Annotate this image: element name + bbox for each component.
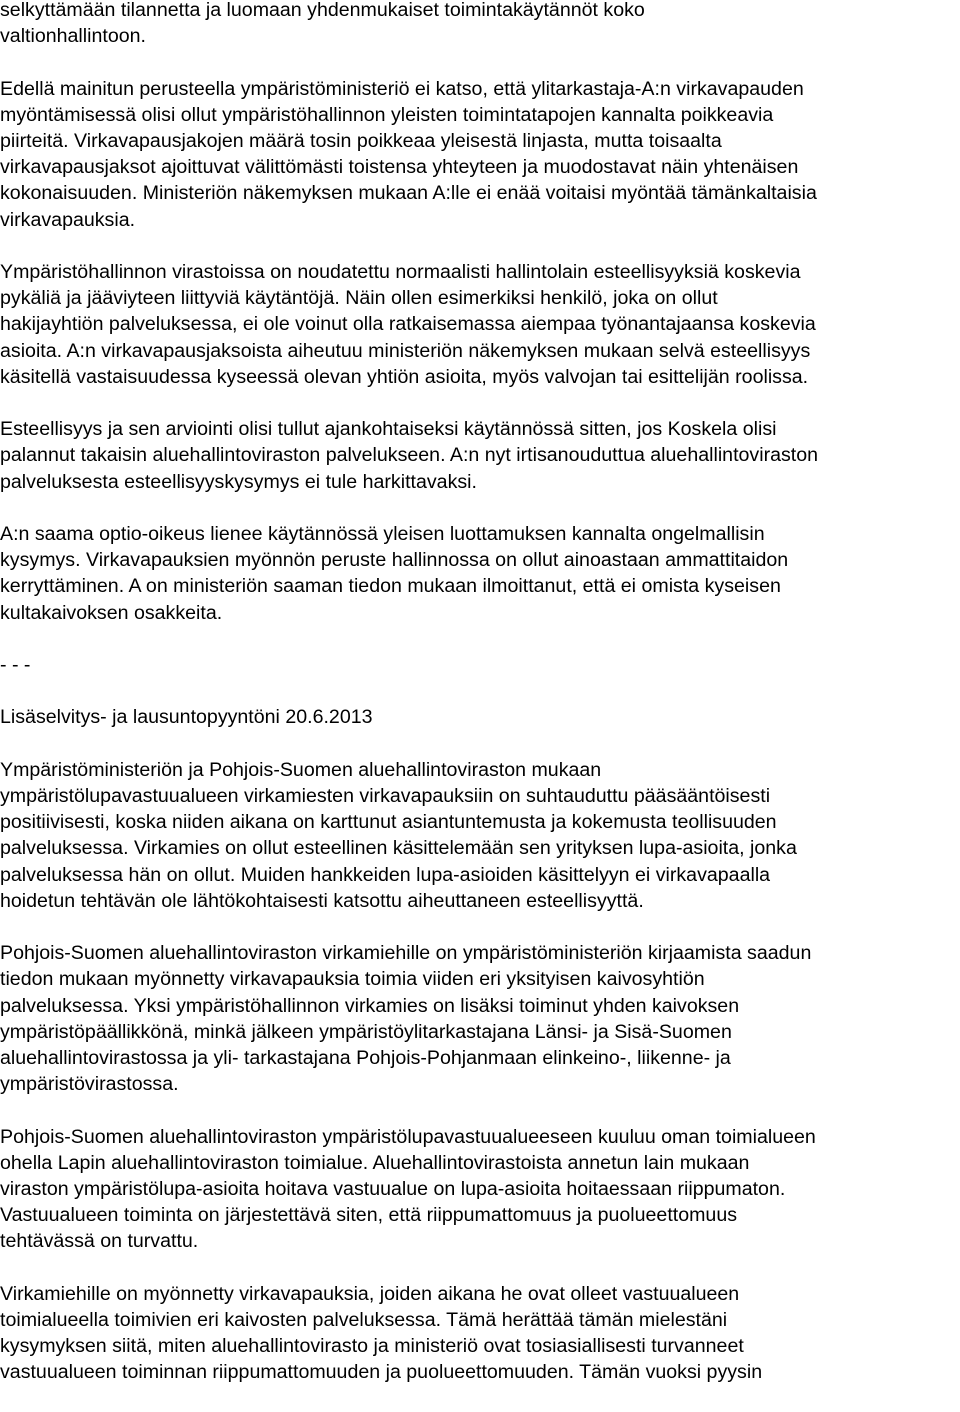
text-line: tehtävässä on turvattu. [0,1230,199,1253]
paragraph [0,259,955,390]
paragraph [0,1124,955,1255]
text-line: piirteitä. Virkavapausjakojen määrä tosin poikkeaa yleisestä linjasta, mutta toisaalta [0,130,722,152]
text-line: hoidetun tehtävän ole lähtökohtaisesti katsottu aiheuttaneen esteellisyyttä. [0,889,644,912]
text-line: A:n saama optio-oikeus lienee käytännössä yleisen luottamuksen kannalta ongelmallisin [0,523,765,545]
text-line: ympäristövirastossa. [0,1073,179,1096]
text-line: kultakaivoksen osakkeita. [0,601,223,624]
text-line: valtionhallintoon. [0,25,146,48]
text-line: palannut takaisin aluehallintoviraston palvelukseen. A:n nyt irtisanouduttua aluehallintoviraston [0,444,819,467]
text-line: virkavapausjaksot ajoittuvat välittömästi toistensa yhteyteen ja muodostavat näin yhtenäisen [0,156,799,179]
text-line: palveluksessa. Virkamies on ollut esteellinen käsittelemään sen yrityksen lupa-asioita, jonka [0,837,797,860]
paragraph [0,76,955,233]
text-line: Pohjois-Suomen aluehallintoviraston ympäristölupavastuualueeseen kuuluu oman toimialueen [0,1125,816,1148]
text-line: Lisäselvitys- ja lausuntopyyntöni 20.6.2013 [0,706,373,729]
text-line: tiedon mukaan myönnetty virkavapauksia toimia viiden eri yksityisen kaivosyhtiön [0,968,705,991]
text-line: Vastuualueen toiminta on järjestettävä siten, että riippumattomuus ja puolueettomuus [0,1204,738,1227]
text-line: palveluksesta esteellisyyskysymys ei tule harkittavaksi. [0,470,477,493]
paragraph [0,1281,955,1386]
paragraph [0,704,955,730]
text-line: asioita. A:n virkavapausjaksoista aiheutuu ministeriön näkemyksen mukaan selvä esteellisyys [0,339,811,362]
text-line: myöntämisessä olisi ollut ympäristöhallinnon yleisten toimintatapojen kannalta poikkeavia [0,103,774,126]
text-line: selkyttämään tilannetta ja luomaan yhdenmukaiset toimintakäytännöt koko [0,0,645,21]
text-line: positiivisesti, koska niiden aikana on karttunut asiantuntemusta ja kokemusta teollisuuden [0,811,777,834]
text-line: Esteellisyys ja sen arviointi olisi tullut ajankohtaiseksi käytännössä sitten, jos Koskela olisi [0,418,777,441]
text-line: Edellä mainitun perusteella ympäristöministeriö ei katso, että ylitarkastaja-A:n virkavapauden [0,77,804,100]
text-line: hakijayhtiön palveluksessa, ei ole voinut olla ratkaisemassa aiempaa työnantajaansa koskevia [0,313,816,336]
text-line: Pohjois-Suomen aluehallintoviraston virkamiehille on ympäristöministeriön kirjaamista saadun [0,942,812,965]
paragraph [0,416,955,495]
text-line: virkavapauksia. [0,208,136,231]
text-line: ympäristöpäällikkönä, minkä jälkeen ympäristöylitarkastajana Länsi- ja Sisä-Suomen [0,1020,732,1043]
text-line: aluehallintovirastossa ja yli- tarkastajana Pohjois-Pohjanmaan elinkeino-, liikenne- ja [0,1047,731,1069]
text-line: ohella Lapin aluehallintoviraston toimialue. Aluehallintovirastoista annetun lain mukaan [0,1151,750,1174]
paragraph [0,521,955,626]
text-line: Ympäristöministeriön ja Pohjois-Suomen aluehallintoviraston mukaan [0,758,602,781]
text-line: Ympäristöhallinnon virastoissa on noudatettu normaalisti hallintolain esteellisyyksiä koskevia [0,261,801,283]
paragraph [0,652,955,678]
text-line: viraston ympäristölupa-asioita hoitava vastuualue on lupa-asioita hoitaessaan riippumaton. [0,1178,786,1200]
text-line: kysymys. Virkavapauksien myönnön peruste hallinnossa on ollut ainoastaan ammattitaidon [0,549,789,572]
text-line: Virkamiehille on myönnetty virkavapauksia, joiden aikana he ovat olleet vastuualueen [0,1282,740,1305]
text-line: - - - [0,654,31,676]
text-line: ympäristölupavastuualueen virkamiesten virkavapauksiin on suhtauduttu pääsääntöisesti [0,784,771,807]
text-line: vastuualueen toiminnan riippumattomuuden ja puolueettomuuden. Tämän vuoksi pyysin [0,1361,763,1384]
text-line: kysymyksen siitä, miten aluehallintovirasto ja ministeriö ovat tosiasiallisesti turvanneet [0,1335,744,1358]
text-line: pykäliä ja jääviyteen liittyviä käytäntöjä. Näin ollen esimerkiksi henkilö, joka on ollut [0,287,718,310]
paragraph [0,0,955,49]
text-line: kokonaisuuden. Ministeriön näkemyksen mukaan A:lle ei enää voitaisi myöntää tämänkaltaisia [0,182,817,205]
text-line: palveluksessa. Yksi ympäristöhallinnon virkamies on lisäksi toiminut yhden kaivoksen [0,994,740,1017]
text-line: palveluksessa hän on ollut. Muiden hankkeiden lupa-asioiden käsittelyyn ei virkavapaalla [0,863,771,886]
paragraph [0,757,955,914]
text-line: käsitellä vastaisuudessa kyseessä olevan yhtiön asioita, myös valvojan tai esittelijän roolissa. [0,365,809,388]
paragraph [0,940,955,1097]
text-line: toimialueella toimivien eri kaivosten palveluksessa. Tämä herättää tämän mielestäni [0,1309,728,1331]
text-line: kerryttäminen. A on ministeriön saaman tiedon mukaan ilmoittanut, että ei omista kyseisen [0,575,781,598]
